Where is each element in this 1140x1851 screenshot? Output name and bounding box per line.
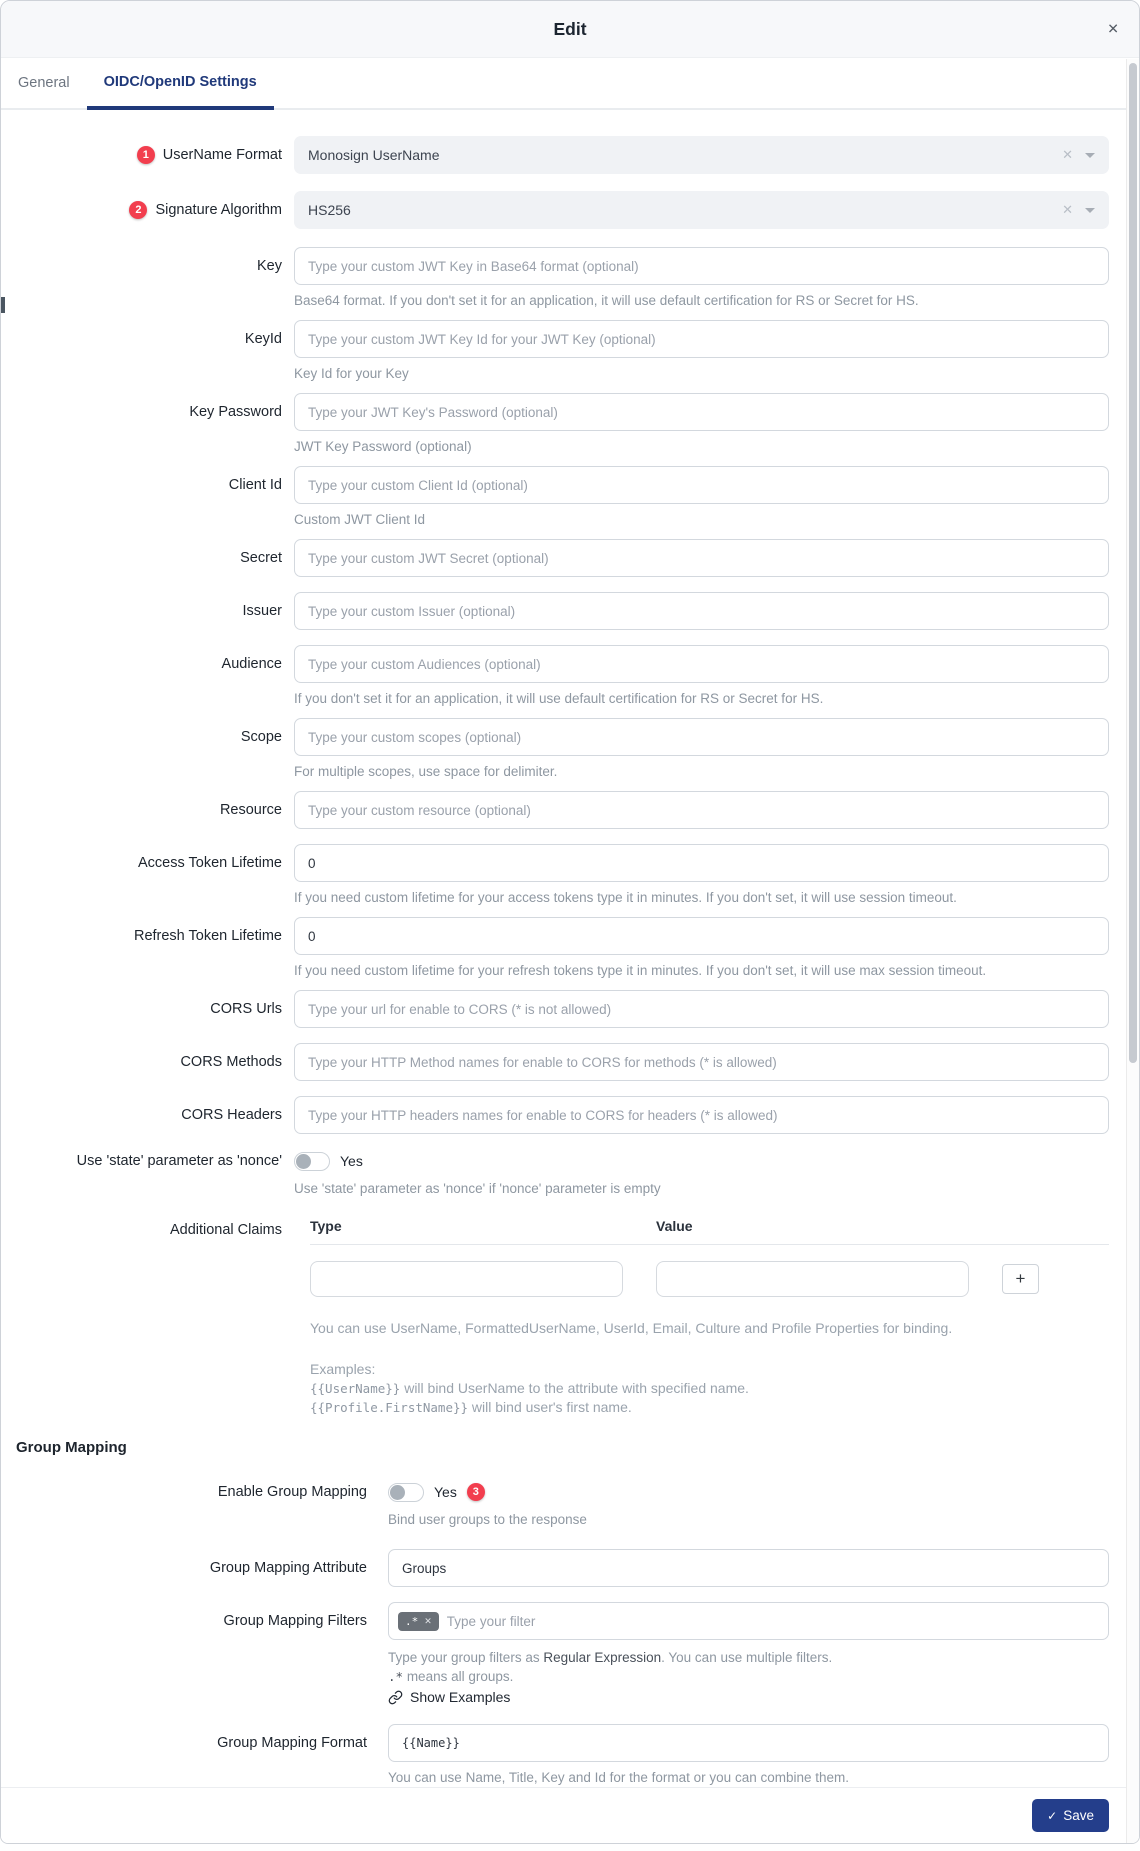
audience-label: Audience [221, 656, 282, 672]
claim-type-input[interactable] [310, 1261, 623, 1297]
cors-methods-input[interactable] [294, 1043, 1109, 1081]
row-additional-claims [1, 1218, 1109, 1417]
state-nonce-hint: Use 'state' parameter as 'nonce' if 'nonce' parameter is empty [294, 1181, 661, 1196]
step-badge-3: 3 [467, 1483, 485, 1501]
clear-icon[interactable]: ✕ [1062, 147, 1073, 162]
group-mapping-attribute-label: Group Mapping Attribute [209, 1560, 367, 1576]
modal-header [1, 1, 1139, 58]
scrollbar-thumb[interactable] [1129, 63, 1137, 1063]
cors-headers-label: CORS Headers [181, 1107, 282, 1123]
group-mapping-format-hint: You can use Name, Title, Key and Id for the format or you can combine them. [388, 1769, 849, 1785]
key-password-hint: JWT Key Password (optional) [294, 439, 472, 454]
claims-examples [310, 1360, 1109, 1417]
scope-label: Scope [240, 729, 282, 745]
enable-group-mapping-toggle[interactable] [388, 1483, 424, 1502]
state-nonce-toggle-label: Yes [340, 1153, 363, 1169]
client-id-label: Client Id [228, 477, 282, 493]
group-mapping-format-label: Group Mapping Format [217, 1734, 367, 1751]
claims-divider [310, 1244, 1109, 1245]
audience-input[interactable] [294, 645, 1109, 683]
step-badge-2: 2 [129, 201, 147, 219]
row-scope [1, 718, 1109, 781]
row-group-mapping-filters [1, 1602, 1109, 1710]
key-password-label: Key Password [189, 404, 282, 420]
resource-label: Resource [219, 802, 282, 818]
row-key [1, 247, 1109, 310]
scope-hint: For multiple scopes, use space for delimiter. [294, 764, 558, 779]
issuer-input[interactable] [294, 592, 1109, 630]
save-button[interactable]: ✓ Save [1032, 1799, 1109, 1832]
username-format-value: Monosign UserName [308, 147, 440, 163]
client-id-hint: Custom JWT Client Id [294, 512, 426, 527]
show-examples-link[interactable]: Show Examples [388, 1689, 510, 1705]
row-refresh-token-lifetime [1, 917, 1109, 980]
form-body [1, 110, 1139, 1787]
claims-example-1: {{UserName}} will bind UserName to the attribute with specified name. [310, 1380, 749, 1396]
state-nonce-label: Use 'state' parameter as 'nonce' [76, 1153, 282, 1169]
secret-input[interactable] [294, 539, 1109, 577]
access-token-lifetime-label: Access Token Lifetime [138, 855, 282, 871]
enable-group-mapping-hint: Bind user groups to the response [388, 1512, 587, 1527]
check-icon: ✓ [1047, 1808, 1058, 1823]
secret-label: Secret [240, 550, 282, 566]
row-signature-algorithm [1, 191, 1109, 229]
tab-general[interactable]: General [1, 58, 87, 108]
row-keyid [1, 320, 1109, 383]
left-edge-artifact [1, 297, 5, 313]
row-client-id [1, 466, 1109, 529]
claims-examples-title: Examples: [310, 1361, 376, 1377]
claim-value-input[interactable] [656, 1261, 969, 1297]
row-enable-group-mapping [1, 1480, 1109, 1529]
signature-algorithm-value: HS256 [308, 202, 351, 218]
row-access-token-lifetime [1, 844, 1109, 907]
signature-algorithm-select[interactable] [294, 191, 1109, 229]
issuer-label: Issuer [242, 603, 282, 619]
key-hint: Base64 format. If you don't set it for an application, it will use default certification for RS or Secret for HS. [294, 293, 919, 308]
additional-claims-label: Additional Claims [169, 1222, 282, 1238]
row-username-format [1, 136, 1109, 174]
group-mapping-section-title: Group Mapping [16, 1439, 127, 1456]
add-claim-button[interactable]: + [1002, 1264, 1039, 1294]
modal-footer [1, 1787, 1139, 1843]
modal-title: Edit [553, 18, 587, 39]
clear-icon[interactable]: ✕ [1062, 202, 1073, 217]
row-issuer [1, 592, 1109, 630]
state-nonce-toggle[interactable] [294, 1152, 330, 1171]
claims-binding-help: You can use UserName, FormattedUserName, UserId, Email, Culture and Profile Properties for binding. [310, 1320, 953, 1336]
filter-chip [398, 1612, 439, 1631]
enable-group-mapping-label: Enable Group Mapping [217, 1484, 367, 1500]
row-cors-headers [1, 1096, 1109, 1134]
link-icon [388, 1690, 403, 1705]
keyid-label: KeyId [244, 331, 282, 347]
client-id-input[interactable] [294, 466, 1109, 504]
signature-algorithm-label: 2 Signature Algorithm [1, 191, 282, 229]
key-label: Key [257, 258, 282, 274]
step-badge-1: 1 [137, 146, 155, 164]
filter-text-input[interactable] [447, 1614, 1099, 1629]
claims-example-2: {{Profile.FirstName}} will bind user's first name. [310, 1399, 632, 1415]
key-password-input[interactable] [294, 393, 1109, 431]
refresh-token-lifetime-input[interactable] [294, 917, 1109, 955]
username-format-select[interactable] [294, 136, 1109, 174]
filter-chip-value: .* [405, 1614, 419, 1628]
chevron-down-icon[interactable] [1085, 208, 1095, 213]
chip-remove-icon[interactable]: ✕ [424, 1615, 432, 1626]
cors-headers-input[interactable] [294, 1096, 1109, 1134]
row-resource [1, 791, 1109, 829]
group-mapping-filters-input[interactable] [388, 1602, 1109, 1640]
group-mapping-attribute-input[interactable] [388, 1549, 1109, 1587]
resource-input[interactable] [294, 791, 1109, 829]
row-state-nonce [1, 1149, 1109, 1198]
audience-hint: If you don't set it for an application, it will use default certification for RS or Secret for HS. [294, 691, 824, 706]
keyid-input[interactable] [294, 320, 1109, 358]
row-group-mapping-format [1, 1724, 1109, 1787]
group-mapping-filters-hint: Type your group filters as Regular Expression. You can use multiple filters. .* means all groups. [388, 1650, 833, 1684]
refresh-token-lifetime-hint: If you need custom lifetime for your refresh tokens type it in minutes. If you don't set, it will use max session timeout. [294, 963, 987, 978]
enable-group-mapping-toggle-label: Yes [434, 1484, 457, 1500]
scrollbar-track[interactable] [1126, 59, 1139, 1843]
key-input[interactable] [294, 247, 1109, 285]
row-secret [1, 539, 1109, 577]
row-group-mapping-attribute [1, 1549, 1109, 1587]
chevron-down-icon[interactable] [1085, 153, 1095, 158]
row-cors-methods [1, 1043, 1109, 1081]
row-key-password [1, 393, 1109, 456]
username-format-label: 1 UserName Format [1, 136, 282, 174]
claims-type-header: Type [310, 1218, 342, 1234]
tab-oidc-openid-settings[interactable]: OIDC/OpenID Settings [87, 58, 274, 110]
cors-urls-input[interactable] [294, 990, 1109, 1028]
group-mapping-filters-label: Group Mapping Filters [223, 1613, 367, 1629]
tab-bar [1, 58, 1139, 110]
row-cors-urls [1, 990, 1109, 1028]
refresh-token-lifetime-label: Refresh Token Lifetime [133, 928, 282, 944]
group-mapping-format-input[interactable] [388, 1724, 1109, 1762]
access-token-lifetime-input[interactable] [294, 844, 1109, 882]
cors-urls-label: CORS Urls [210, 1001, 282, 1017]
row-audience [1, 645, 1109, 708]
keyid-hint: Key Id for your Key [294, 366, 409, 381]
close-icon[interactable]: ✕ [1107, 20, 1119, 37]
cors-methods-label: CORS Methods [180, 1054, 282, 1070]
scope-input[interactable] [294, 718, 1109, 756]
access-token-lifetime-hint: If you need custom lifetime for your access tokens type it in minutes. If you don't set, it will use session timeout. [294, 890, 957, 905]
claims-value-header: Value [656, 1218, 693, 1234]
